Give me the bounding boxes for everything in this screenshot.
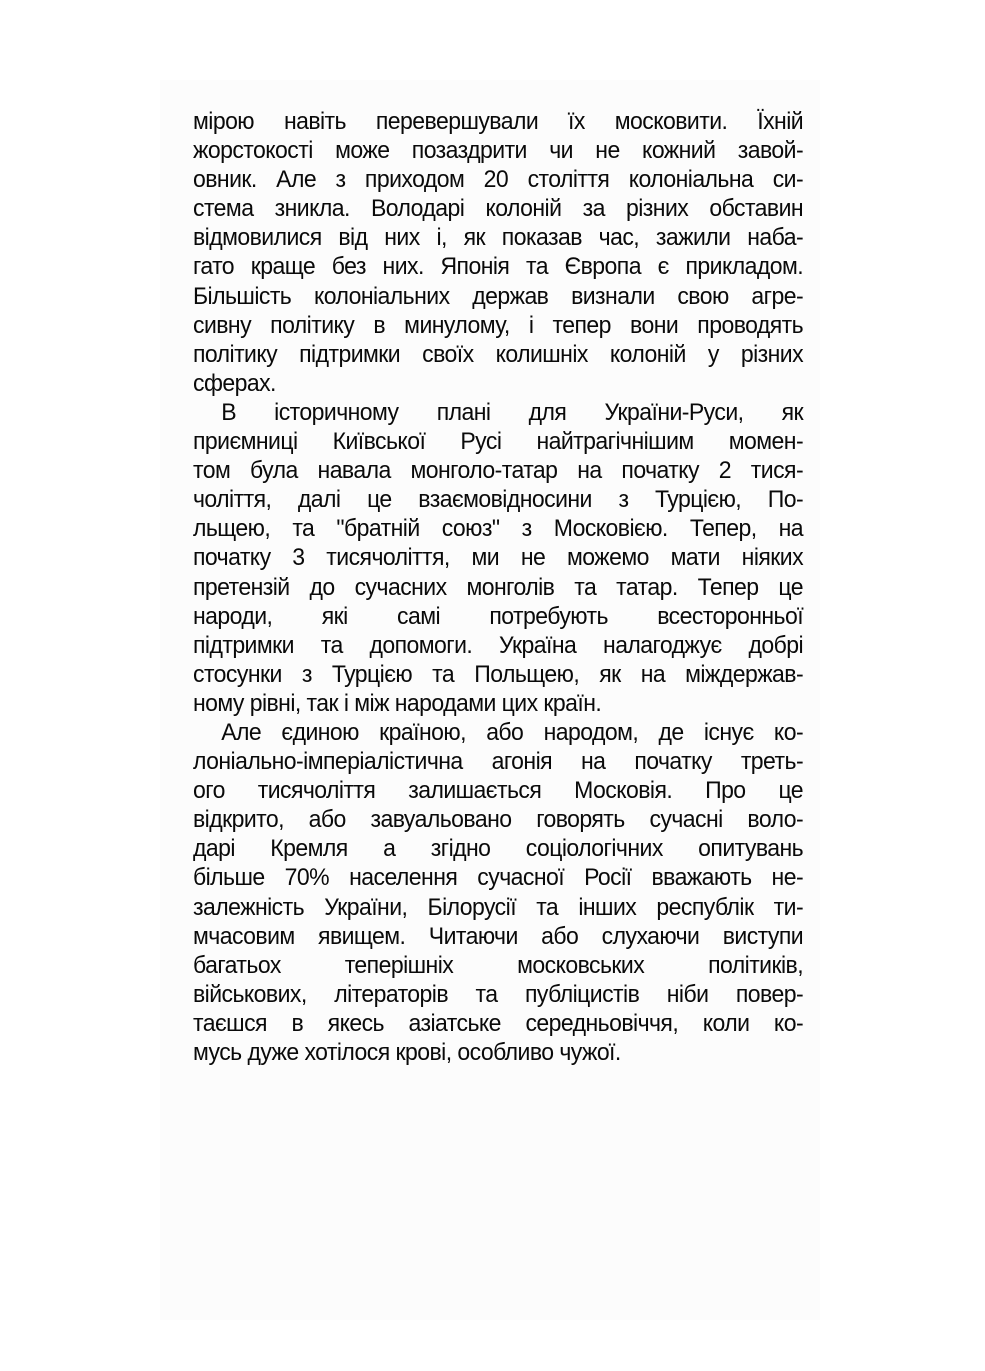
text-line: таєшся в якесь азіатське середньовіччя, коли ко-	[193, 1009, 804, 1037]
text-line: приємниці Київської Русі найтрагічнішим момен-	[193, 428, 804, 456]
text-line: військових, літераторів та публіцистів ніби повер-	[193, 980, 804, 1008]
text-line: початку 3 тисячоліття, ми не можемо мати ніяких	[193, 544, 804, 572]
text-line: стосунки з Турцією та Польщею, як на міждержав-	[193, 660, 804, 688]
text-line: мусь дуже хотілося крові, особливо чужої.	[193, 1039, 621, 1066]
text-line: народи, які самі потребують всесторонньої	[193, 602, 804, 630]
text-line: дарі Кремля а згідно соціологічних опитувань	[193, 835, 804, 863]
text-line: гато краще без них. Японія та Європа є прикладом.	[193, 253, 804, 281]
text-line: більше 70% населення сучасної Росії вважають не-	[193, 864, 804, 892]
text-line: багатьох теперішніх московських політиків,	[193, 951, 804, 979]
text-line: льщею, та "братній союз" з Московією. Тепер, на	[193, 515, 804, 543]
text-line: Більшість колоніальних держав визнали свою агре-	[193, 282, 804, 310]
text-line: жорстокості може позаздрити чи не кожний завой-	[193, 137, 804, 165]
text-line: том була навала монголо-татар на початку 2 тися-	[193, 457, 804, 485]
text-line: ого тисячоліття залишається Московія. Про це	[193, 777, 804, 805]
text-line: залежність України, Білорусії та інших республік ти-	[193, 893, 804, 921]
paragraph-3	[193, 718, 803, 1067]
text-line: підтримки та допомоги. Україна налагоджує добрі	[193, 631, 804, 659]
text-line: мірою навіть перевершували їх московити. Їхній	[193, 108, 804, 135]
text-line: відкрито, або завуальовано говорять сучасні воло-	[193, 806, 804, 834]
paragraph-2	[193, 398, 803, 718]
paragraph-1	[193, 107, 803, 398]
text-line: чоліття, далі це взаємовідносини з Турцією, По-	[193, 486, 804, 514]
text-line: Але єдиною країною, або народом, де існує ко-	[221, 718, 804, 746]
text-line: лоніально-імперіалістична агонія на початку треть-	[193, 748, 804, 776]
text-line: відмовилися від них і, як показав час, зажили наба-	[193, 224, 804, 252]
text-line: політику підтримки своїх колишніх колоній у різних	[193, 340, 804, 368]
text-line: сивну політику в минулому, і тепер вони проводять	[193, 311, 804, 339]
text-line: мчасовим явищем. Читаючи або слухаючи виступи	[193, 922, 804, 950]
text-line: претензій до сучасних монголів та татар. Тепер це	[193, 573, 804, 601]
text-line: сферах.	[193, 369, 276, 397]
text-line: овник. Але з приходом 20 століття колоніальна си-	[193, 166, 804, 194]
text-line: В історичному плані для України-Руси, як	[221, 398, 804, 426]
text-line: ному рівні, так і між народами цих країн.	[193, 689, 602, 717]
text-line: стема зникла. Володарі колоній за різних обставин	[193, 195, 804, 223]
document-body	[193, 107, 803, 1067]
